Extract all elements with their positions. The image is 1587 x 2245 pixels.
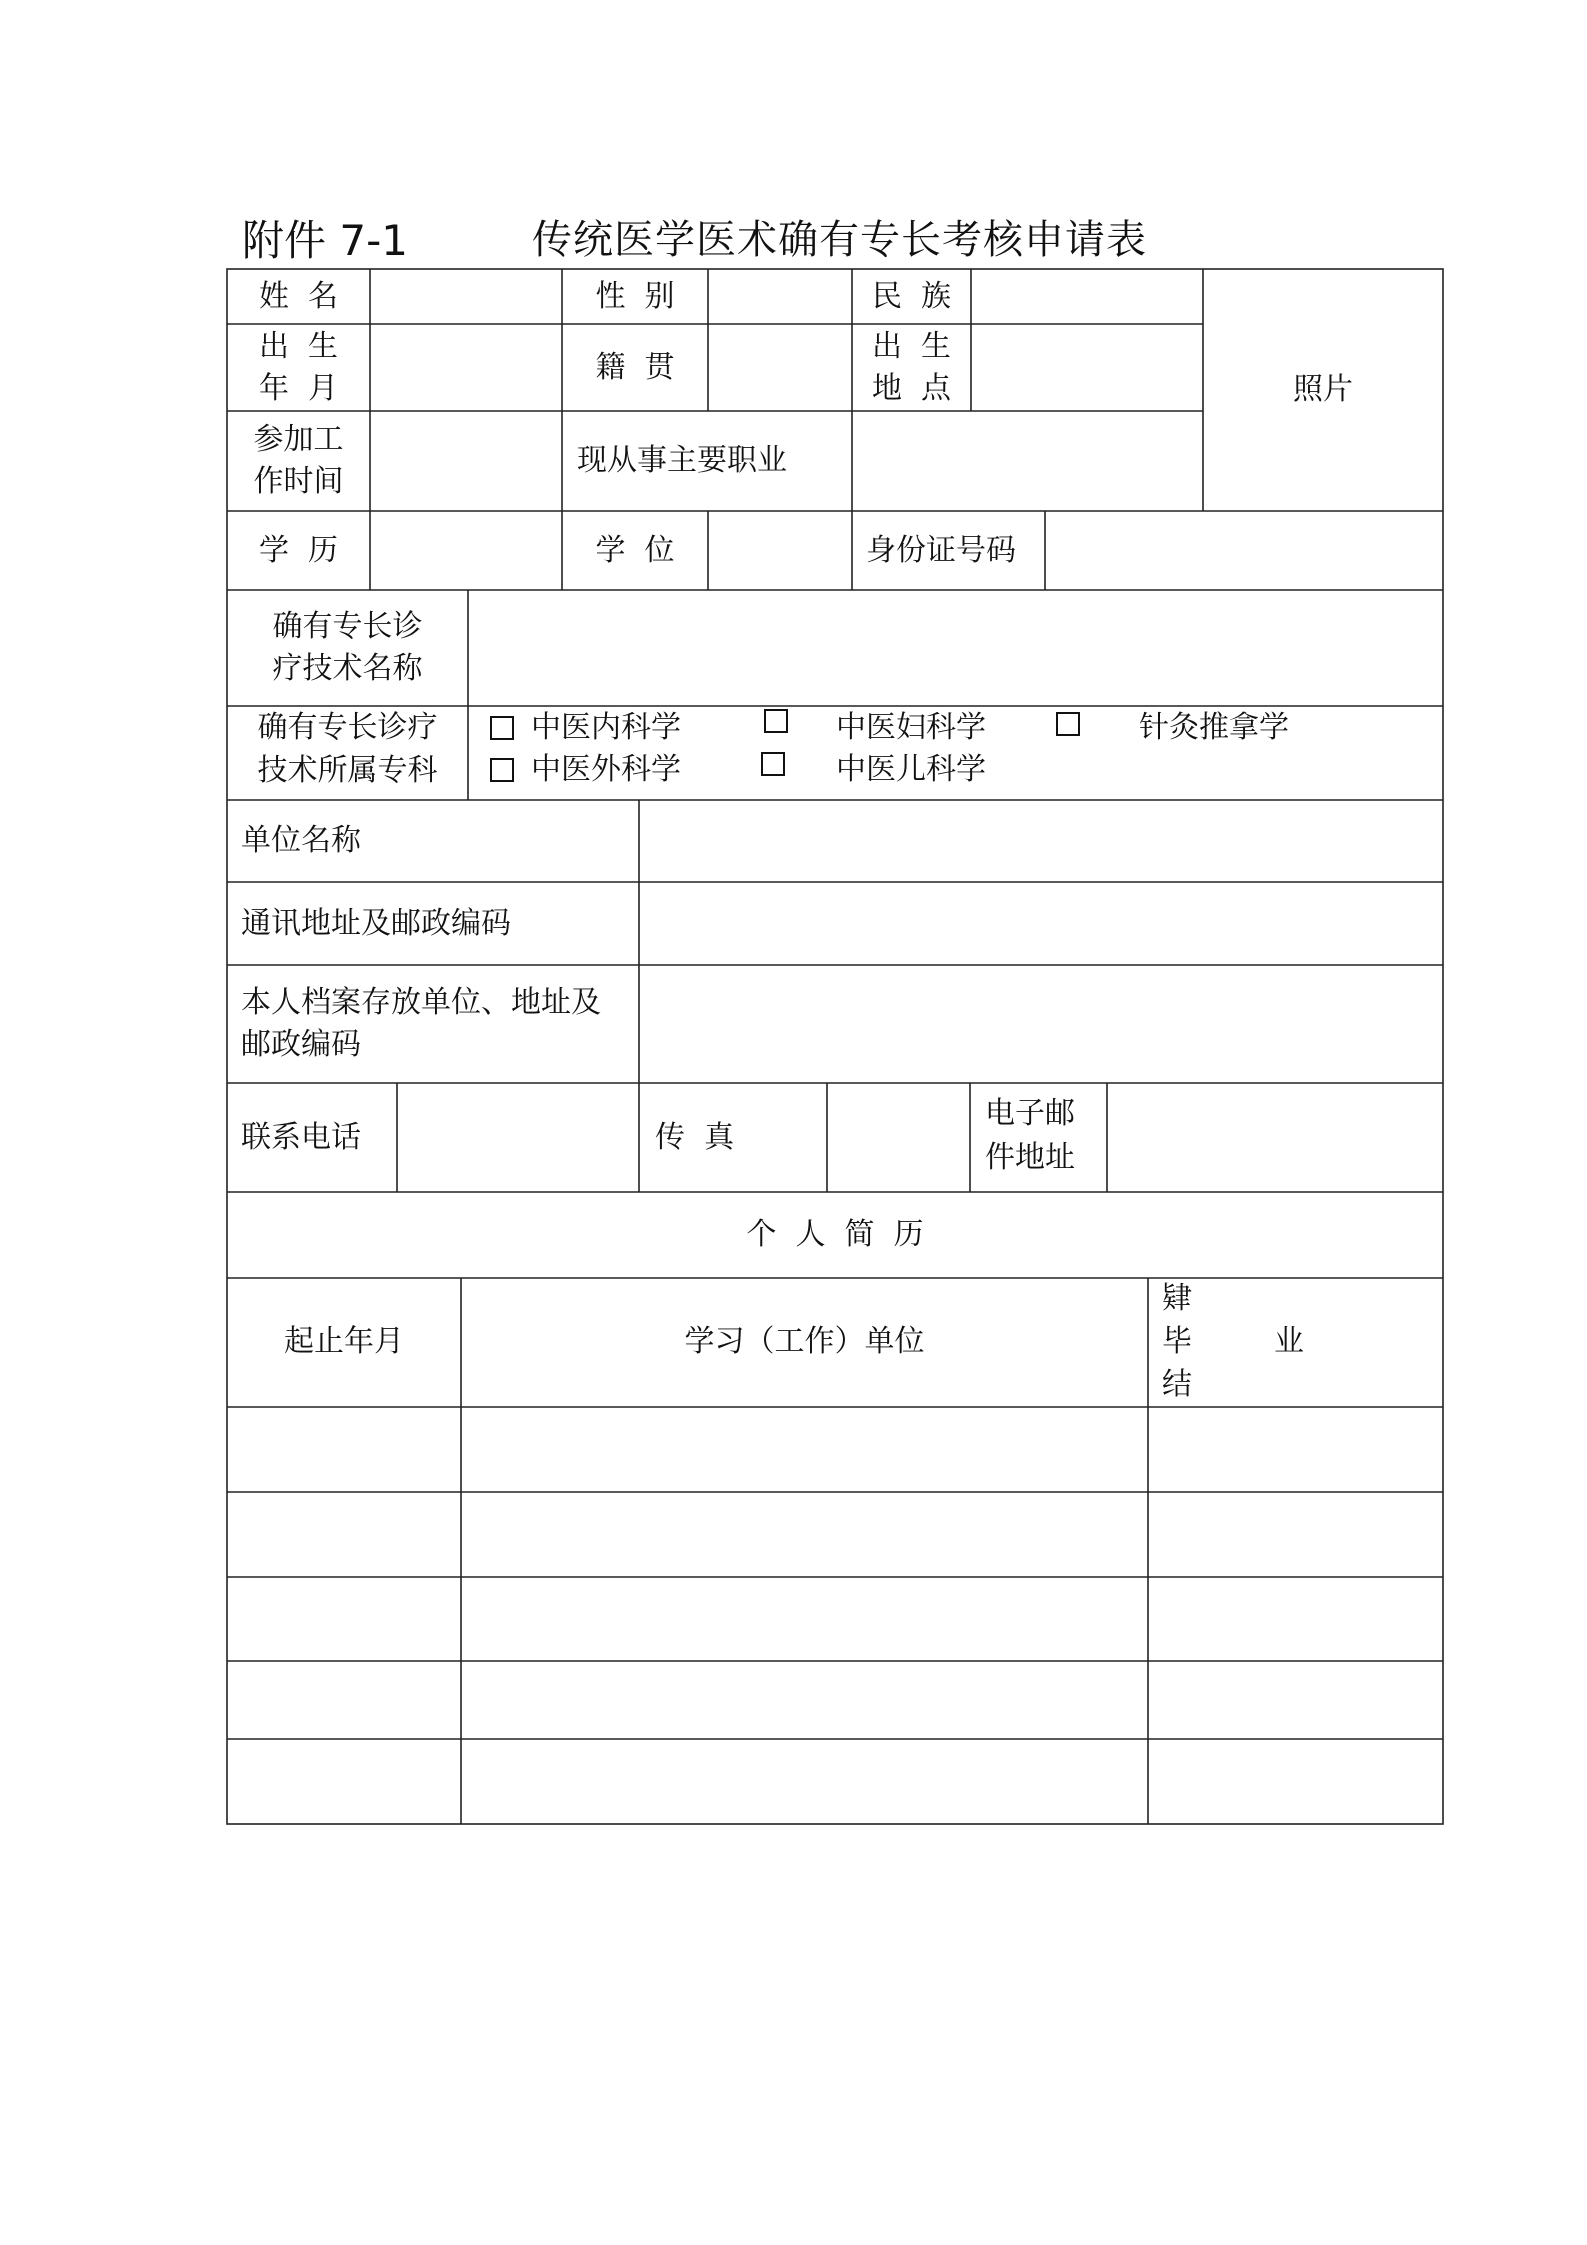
resume-row-1-period[interactable] [228, 1408, 460, 1491]
degree-label: 学 位 [595, 533, 675, 568]
work-start-label-line1: 参加工 [253, 422, 344, 457]
address-field[interactable] [640, 883, 1442, 964]
specialty-checkbox-acupuncture[interactable] [1056, 712, 1080, 736]
unit-column-header: 学习（工作）单位 [684, 1324, 925, 1359]
archive-label-line2: 邮政编码 [241, 1027, 361, 1062]
specialty-option-pediatrics: 中医儿科学 [836, 752, 986, 787]
name-label: 姓 名 [258, 279, 339, 314]
specialty-checkbox-internal[interactable] [490, 716, 514, 740]
resume-row-3-status[interactable] [1149, 1578, 1442, 1660]
archive-label-line1: 本人档案存放单位、地址及 [241, 985, 601, 1020]
photo-label: 照片 [1293, 372, 1353, 407]
name-field[interactable] [371, 270, 561, 323]
resume-row-2-status[interactable] [1149, 1493, 1442, 1576]
email-field[interactable] [1108, 1084, 1442, 1191]
technique-name-label-line1: 确有专长诊 [272, 609, 423, 644]
phone-field[interactable] [398, 1084, 638, 1191]
occupation-label: 现从事主要职业 [577, 443, 787, 478]
specialty-checkbox-pediatrics[interactable] [761, 752, 785, 776]
work-start-field[interactable] [371, 412, 561, 510]
birth-place-label-line2: 地 点 [871, 371, 952, 406]
phone-label: 联系电话 [241, 1120, 361, 1155]
technique-name-label-line2: 疗技术名称 [272, 651, 423, 686]
specialty-option-surgery: 中医外科学 [531, 752, 681, 787]
degree-field[interactable] [709, 512, 851, 589]
resume-row-4-period[interactable] [228, 1662, 460, 1738]
specialty-option-acupuncture: 针灸推拿学 [1139, 710, 1289, 745]
resume-row-4-status[interactable] [1149, 1662, 1442, 1738]
archive-field[interactable] [640, 966, 1442, 1082]
gender-label: 性 别 [595, 279, 675, 314]
id-number-field[interactable] [1046, 512, 1442, 589]
education-label: 学 历 [258, 533, 339, 568]
birth-place-label-line1: 出 生 [871, 329, 952, 364]
occupation-field[interactable] [853, 412, 1202, 510]
birth-place-field[interactable] [972, 325, 1202, 410]
id-number-label: 身份证号码 [866, 533, 1016, 568]
resume-row-2-period[interactable] [228, 1493, 460, 1576]
resume-row-1-status[interactable] [1149, 1408, 1442, 1491]
address-label: 通讯地址及邮政编码 [241, 906, 511, 941]
native-place-field[interactable] [709, 325, 851, 410]
specialty-label-line2: 技术所属专科 [257, 753, 438, 788]
attachment-number: 附件 7-1 [242, 216, 408, 265]
resume-row-5-period[interactable] [228, 1740, 460, 1823]
fax-field[interactable] [828, 1084, 969, 1191]
org-name-label: 单位名称 [241, 823, 361, 858]
status-header-line1: 肄 [1162, 1281, 1192, 1316]
specialty-label-line1: 确有专长诊疗 [257, 710, 438, 745]
fax-label: 传 真 [655, 1120, 735, 1155]
resume-row-4-unit[interactable] [462, 1662, 1147, 1738]
resume-row-5-unit[interactable] [462, 1740, 1147, 1823]
email-label-line2: 件地址 [985, 1140, 1075, 1175]
status-header-line3: 结 [1162, 1367, 1192, 1402]
resume-row-1-unit[interactable] [462, 1408, 1147, 1491]
specialty-option-internal: 中医内科学 [531, 710, 681, 745]
email-label-line1: 电子邮 [985, 1096, 1075, 1131]
technique-name-field[interactable] [469, 591, 1442, 705]
education-field[interactable] [371, 512, 561, 589]
birth-ym-label-line1: 出 生 [258, 329, 339, 364]
resume-heading: 个 人 简 历 [746, 1217, 924, 1252]
resume-row-3-period[interactable] [228, 1578, 460, 1660]
ethnicity-field[interactable] [972, 270, 1202, 323]
specialty-option-gynecology: 中医妇科学 [836, 710, 986, 745]
birth-ym-field[interactable] [371, 325, 561, 410]
resume-row-3-unit[interactable] [462, 1578, 1147, 1660]
status-header-line2-right: 业 [1274, 1324, 1304, 1359]
specialty-checkbox-surgery[interactable] [490, 758, 514, 782]
native-place-label: 籍 贯 [595, 350, 675, 385]
work-start-label-line2: 作时间 [253, 464, 344, 499]
resume-row-2-unit[interactable] [462, 1493, 1147, 1576]
status-header-line2: 毕 [1162, 1324, 1192, 1359]
specialty-checkbox-gynecology[interactable] [764, 709, 788, 733]
form-title: 传统医学医术确有专长考核申请表 [532, 217, 1147, 263]
org-name-field[interactable] [640, 801, 1442, 881]
resume-row-5-status[interactable] [1149, 1740, 1442, 1823]
birth-ym-label-line2: 年 月 [258, 371, 339, 406]
ethnicity-label: 民 族 [871, 279, 952, 314]
period-column-header: 起止年月 [284, 1324, 404, 1359]
gender-field[interactable] [709, 270, 851, 323]
